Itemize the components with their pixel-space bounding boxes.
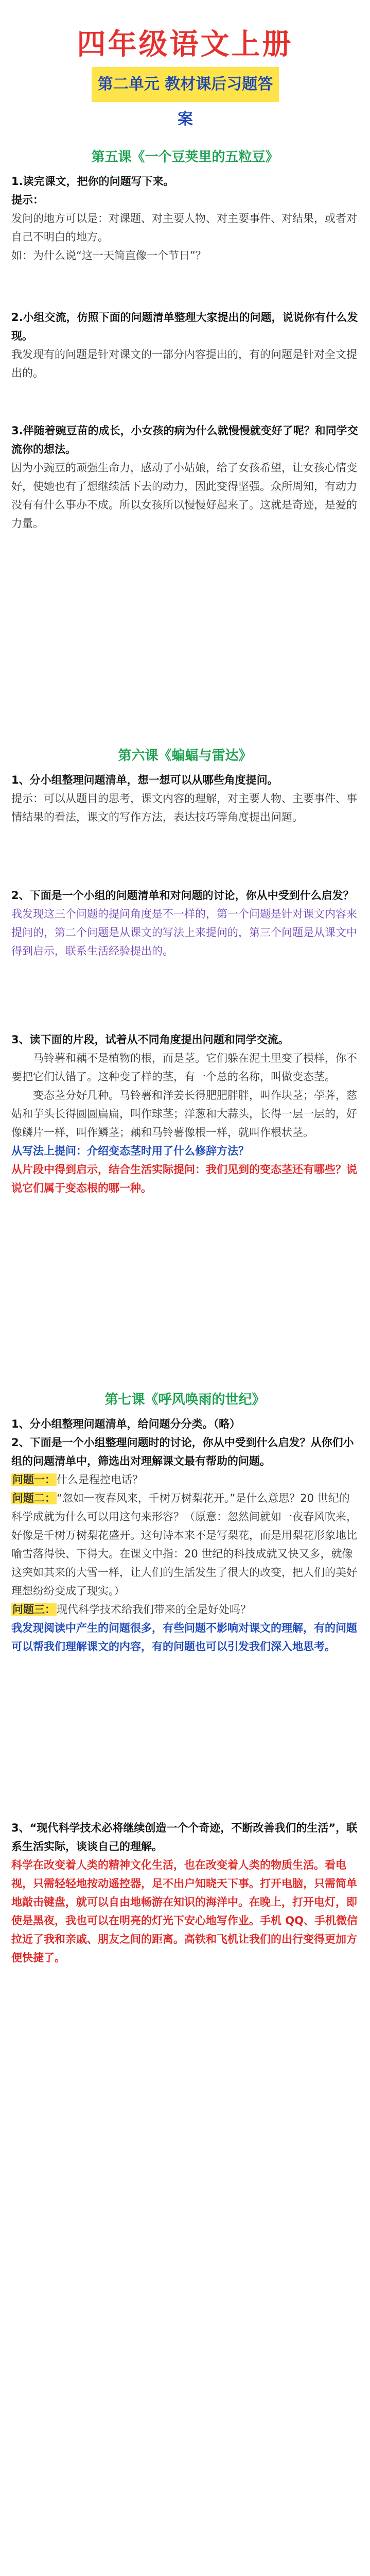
problem-1-text: 什么是程控电话？ — [57, 1473, 143, 1486]
problem-3-text: 现代科学技术给我们带来的全是好处吗？ — [57, 1603, 251, 1616]
lesson6-answer1: 提示：可以从题目的思考，课文内容的理解，对主要人物、主要事件、事情结果的看法，课文的写作方法，表达技巧等角度提出问题。 — [11, 792, 357, 823]
lesson5-question1: 1.读完课文，把你的问题写下来。 — [11, 175, 174, 188]
lesson6-question3: 3、读下面的片段，试着从不同角度提出问题和同学交流。 — [11, 1033, 289, 1046]
problem-2-text: “忽如一夜春风来，千树万树梨花开。”是什么意思？20 世纪的科学成就为什么可以用这句来形容？（原意：忽然间就如一夜春风吹来，好像是千树万树梨花盛开。这句诗本来不是写梨花，而是用梨花形象地比喻雪落得快、下得大。在课文中指：20 世纪的科技成就又快又多，就像这突如其来的大雪一样，让人们的生活发生了很大的改变，把人们的美好理想纷纷变成了现实。） — [11, 1492, 357, 1597]
lesson6-question1: 1、分小组整理问题清单，想一想可以从哪些角度提问。 — [11, 774, 278, 786]
lesson7-problem-3 — [11, 1600, 359, 1619]
lesson5-answer3: 因为小豌豆的顽强生命力，感动了小姑娘，给了女孩希望，让女孩心情变好，使她也有了想继续活下去的动力，因此变得坚强。众所周知，有动力没有有什么事办不成。所以女孩所以慢慢好起来了。这就是奇迹，是爱的力量。 — [11, 462, 357, 530]
lesson5-hint-text-1: 发问的地方可以是：对课题、对主要人物、对主要事件、对结果，或者对自己不明白的地方。 — [11, 212, 357, 243]
problem-3-label: 问题三： — [12, 1603, 56, 1616]
problem-1-label: 问题一： — [12, 1473, 56, 1486]
lesson7-title: 第七课《呼风唤雨的世纪》 — [104, 1392, 266, 1408]
lesson6-passage-2: 变态茎分好几种。马铃薯和洋姜长得肥肥胖胖，叫作块茎；荸荠，慈姑和芋头长得圆圆扁扁，叫作球茎；洋葱和大蒜头，长得一层一层的，好像鳞片一样，叫作鳞茎；藕和马铃薯像根一样，就叫作根状茎。 — [11, 1089, 357, 1139]
lesson6-passage-1: 马铃薯和藕不是植物的根，而是茎。它们躲在泥土里变了模样，你不要把它们认错了。这种变了样的茎，有一个总的名称，叫做变态茎。 — [11, 1052, 357, 1083]
lesson5-question3-block — [11, 421, 359, 533]
lesson7-discovery-answer: 我发现阅读中产生的问题很多，有些问题不影响对课文的理解，有的问题可以帮我们理解课文的内容，有的问题也可以引发我们深入地思考。 — [11, 1622, 357, 1653]
lesson5-question2: 2.小组交流，仿照下面的问题清单整理大家提出的问题，说说你有什么发现。 — [11, 311, 358, 342]
lesson6-writing-question: 从写法上提问：介绍变态茎时用了什么修辞方法？ — [11, 1145, 249, 1157]
page-title: 四年级语文上册 — [77, 28, 293, 61]
lesson6-question2-block — [11, 886, 359, 960]
lesson7-problem-2 — [11, 1489, 359, 1600]
lesson6-question2: 2、下面是一个小组的问题清单和对问题的讨论，你从中受到什么启发？ — [11, 889, 354, 902]
lesson5-hint-text-2: 如：为什么说“这一天简直像一个节日”？ — [11, 249, 206, 262]
lesson7-question2: 2、下面是一个小组整理问题时的讨论，你从中受到什么启发？从你们小组的问题清单中，筛选出对理解课文最有帮助的问题。 — [11, 1436, 354, 1467]
lesson6-question1-block — [11, 771, 359, 826]
lesson7-answer3: 科学在改变着人类的精神文化生活，也在改变着人类的物质生活。看电视，只需轻轻地按动遥控器，足不出户知晓天下事。打开电脑，只需简单地敲击键盘，就可以自由地畅游在知识的海洋中。在晚上，打开电灯，即使是黑夜，我也可以在明亮的灯光下安心地写作业。手机 QQ、手机微信拉近了我和亲戚、朋友之间的距离。高铁和飞机让我们的出行变得更加方便快捷了。 — [11, 1859, 358, 1964]
lesson7-questions-block — [11, 1415, 359, 1656]
lesson5-hint-label: 提示： — [11, 194, 44, 206]
lesson5-question1-block — [11, 172, 359, 265]
lesson6-life-question: 从片段中得到启示，结合生活实际提问：我们见到的变态茎还有哪些？说说它们属于变态根的哪一种。 — [11, 1163, 357, 1194]
unit-subtitle-banner: 第二单元 教材课后习题答案 — [92, 67, 279, 102]
lesson7-question1: 1、分小组整理问题清单，给问题分分类。（略） — [11, 1418, 241, 1430]
problem-2-label: 问题二： — [12, 1492, 56, 1504]
lesson7-question3-block — [11, 1819, 359, 1967]
lesson5-answer2: 我发现有的问题是针对课文的一部分内容提出的，有的问题是针对全文提出的。 — [11, 348, 357, 379]
lesson7-question3: 3、“现代科学技术必将继续创造一个个奇迹，不断改善我们的生活”，联系生活实际，谈谈自己的理解。 — [11, 1822, 358, 1853]
lesson6-answer2: 我发现这三个问题的提问角度是不一样的，第一个问题是针对课文内容来提问的，第二个问题是从课文的写法上来提问的，第三个问题是从课文中得到启示，联系生活经验提出的。 — [11, 908, 357, 957]
lesson5-question3: 3.伴随着豌豆苗的成长，小女孩的病为什么就慢慢就变好了呢？和同学交流你的想法。 — [11, 425, 358, 455]
lesson5-title: 第五课《一个豆荚里的五粒豆》 — [91, 149, 279, 165]
lesson7-problem-1 — [11, 1470, 359, 1489]
lesson6-title: 第六课《蝙蝠与雷达》 — [118, 748, 252, 764]
lesson6-question3-block — [11, 1030, 359, 1197]
lesson5-question2-block — [11, 308, 359, 382]
